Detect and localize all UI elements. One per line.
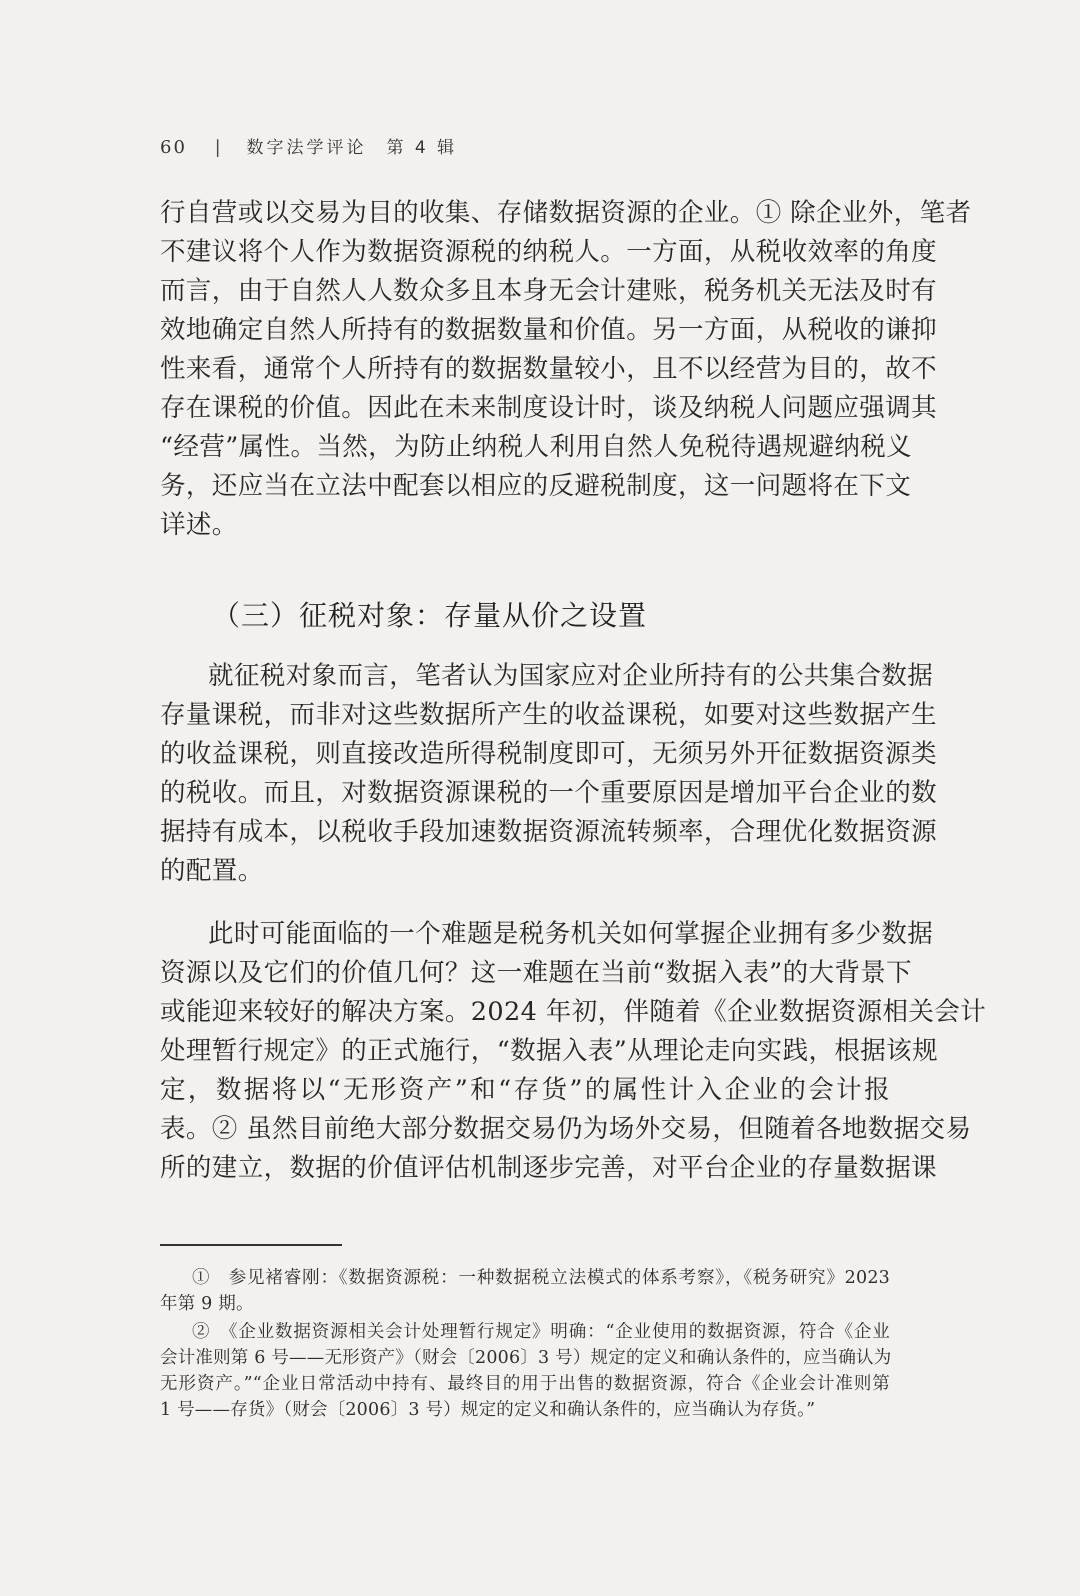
paragraph-3-line: 表。② 虽然目前绝大部分数据交易仍为场外交易，但随着各地数据交易 xyxy=(160,1114,972,1144)
header-separator: | xyxy=(214,137,223,158)
paragraph-1-line: 性来看，通常个人所持有的数据数量较小，且不以经营为目的，故不 xyxy=(160,354,938,384)
book-title: 数字法学评论 第 4 辑 xyxy=(246,138,458,158)
paragraph-1-line: 详述。 xyxy=(160,510,238,540)
paragraph-2-line: 的收益课税，则直接改造所得税制度即可，无须另外开征数据资源类 xyxy=(160,739,938,769)
page-number: 60 xyxy=(160,137,187,158)
footnote-rule xyxy=(160,1244,342,1246)
paragraph-1-line: “经营”属性。当然，为防止纳税人利用自然人免税待遇规避纳税义 xyxy=(160,432,913,462)
running-header xyxy=(160,133,457,158)
section-heading: （三）征税对象：存量从价之设置 xyxy=(212,599,648,632)
paragraph-1-line: 行自营或以交易为目的收集、存储数据资源的企业。① 除企业外，笔者 xyxy=(160,198,972,228)
footnote-2-line: 1 号——存货》（财会〔2006〕3 号）规定的定义和确认条件的，应当确认为存货。” xyxy=(160,1400,816,1420)
footnote-1-line: ① 参见褚睿刚：《数据资源税：一种数据税立法模式的体系考察》，《税务研究》2023 xyxy=(192,1268,890,1288)
paragraph-3-line: 处理暂行规定》的正式施行，“数据入表”从理论走向实践，根据该规 xyxy=(160,1036,938,1066)
footnote-2-line: 无形资产。”“企业日常活动中持有、最终目的用于出售的数据资源，符合《企业会计准则第 xyxy=(160,1374,890,1394)
paragraph-3-line: 所的建立，数据的价值评估机制逐步完善，对平台企业的存量数据课 xyxy=(160,1153,938,1183)
paragraph-2-line: 的税收。而且，对数据资源课税的一个重要原因是增加平台企业的数 xyxy=(160,778,938,808)
paragraph-1-line: 不建议将个人作为数据资源税的纳税人。一方面，从税收效率的角度 xyxy=(160,237,938,267)
paragraph-3-line: 此时可能面临的一个难题是税务机关如何掌握企业拥有多少数据 xyxy=(208,919,934,949)
paragraph-2-line: 存量课税，而非对这些数据所产生的收益课税，如要对这些数据产生 xyxy=(160,700,938,730)
footnote-2-line: ② 《企业数据资源相关会计处理暂行规定》明确：“企业使用的数据资源，符合《企业 xyxy=(192,1322,890,1342)
paragraph-1-line: 而言，由于自然人人数众多且本身无会计建账，税务机关无法及时有 xyxy=(160,276,938,306)
paragraph-1-line: 效地确定自然人所持有的数据数量和价值。另一方面，从税收的谦抑 xyxy=(160,315,938,345)
paragraph-2-line: 就征税对象而言，笔者认为国家应对企业所持有的公共集合数据 xyxy=(208,661,934,691)
footnote-2-line: 会计准则第 6 号——无形资产》（财会〔2006〕3 号）规定的定义和确认条件的，应当确认为 xyxy=(160,1348,892,1368)
paragraph-1-line: 务，还应当在立法中配套以相应的反避税制度，这一问题将在下文 xyxy=(160,471,912,501)
paragraph-1-line: 存在课税的价值。因此在未来制度设计时，谈及纳税人问题应强调其 xyxy=(160,393,938,423)
paragraph-2-line: 的配置。 xyxy=(160,856,264,886)
paragraph-3-line: 或能迎来较好的解决方案。2024 年初，伴随着《企业数据资源相关会计 xyxy=(160,997,987,1027)
paragraph-3-line: 资源以及它们的价值几何？这一难题在当前“数据入表”的大背景下 xyxy=(160,958,913,988)
paragraph-2-line: 据持有成本，以税收手段加速数据资源流转频率，合理优化数据资源 xyxy=(160,817,938,847)
paragraph-3-line: 定，数据将以“无形资产”和“存货”的属性计入企业的会计报 xyxy=(160,1075,890,1105)
footnote-1-line: 年第 9 期。 xyxy=(160,1294,254,1314)
